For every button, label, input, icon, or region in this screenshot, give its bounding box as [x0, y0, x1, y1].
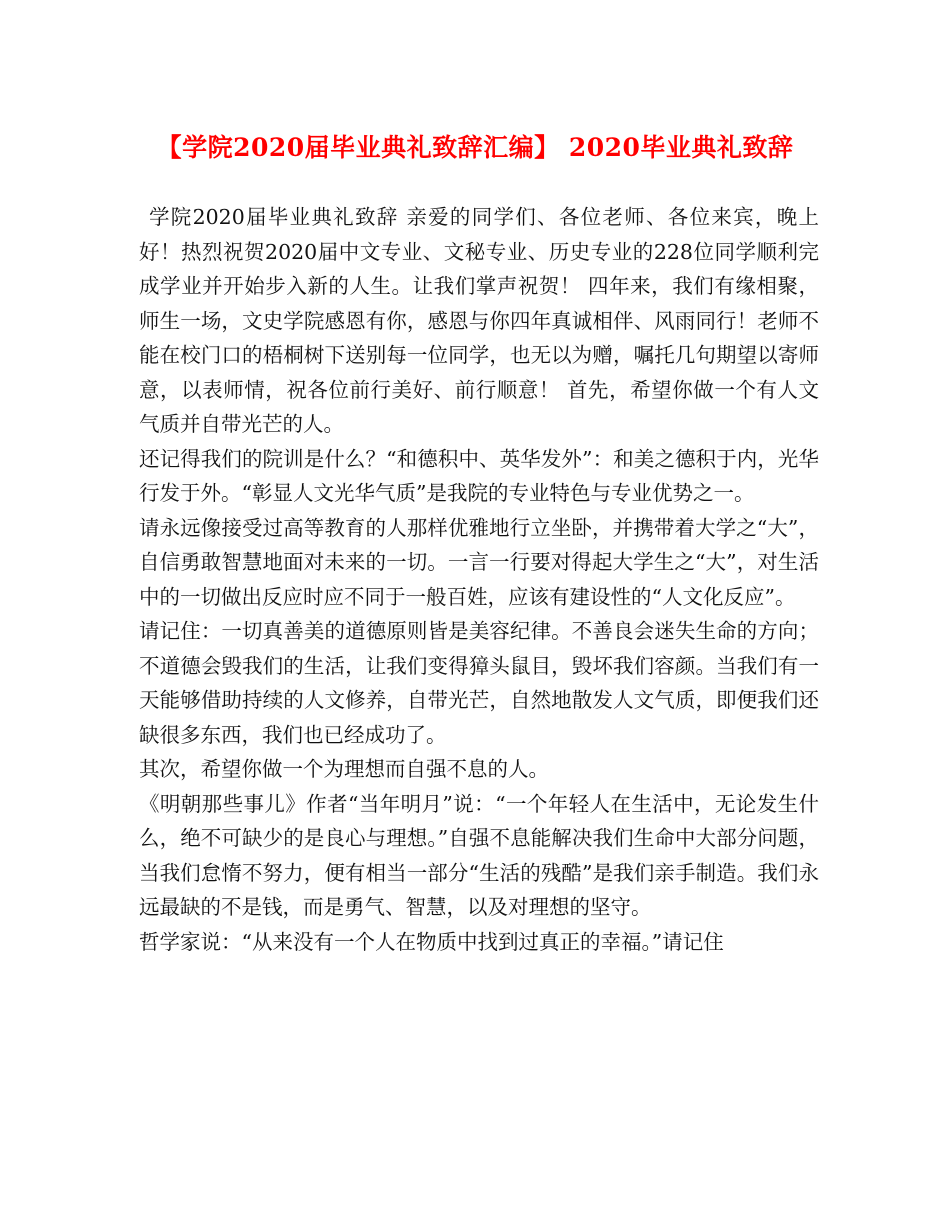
paragraph-second-hope: 其次，希望你做一个为理想而自强不息的人。	[139, 757, 549, 781]
paragraph-ideals: 《明朝那些事儿》作者“当年明月”说：“一个年轻人在生活中，无论发生什么，绝不可缺少的是良心与理想。”自强不息能解决我们生命中大部分问题，当我们怠惰不努力，便有相当一部分“生活的残酷”是我们亲手制造。我们永远最缺的不是钱，而是勇气、智慧，以及对理想的坚守。	[139, 791, 819, 919]
paragraph-philosopher: 哲学家说：“从来没有一个人在物质中找到过真正的幸福。”请记住	[139, 929, 724, 954]
paragraph-opening: 学院2020届毕业典礼致辞 亲爱的同学们、各位老师、各位来宾，晚上好！热烈祝贺2020届中文专业、文秘专业、历史专业的228位同学顺利完成学业并开始步入新的人生。让我们掌声祝贺！ 四年来，我们有缘相聚，师生一场，文史学院感恩有你，感恩与你四年真诚相伴、风雨同行！老师不能在校门口的梧桐树下送别每一位同学，也无以为赠，嘱托几句期望以寄师意，以表师情，祝各位前行美好、前行顺意！ 首先，希望你做一个有人文气质并自带光芒的人。	[139, 205, 819, 436]
document-body	[139, 200, 819, 959]
document-title: 【学院2020届毕业典礼致辞汇编】 2020毕业典礼致辞	[156, 133, 794, 162]
paragraph-elegance: 请永远像接受过高等教育的人那样优雅地行立坐卧，并携带着大学之“大”，自信勇敢智慧地面对未来的一切。一言一行要对得起大学生之“大”，对生活中的一切做出反应时应不同于一般百姓，应该有建设性的“人文化反应”。	[139, 515, 819, 609]
paragraph-motto: 还记得我们的院训是什么？“和德积中、英华发外”：和美之德积于内，光华行发于外。“彰显人文光华气质”是我院的专业特色与专业优势之一。	[139, 446, 819, 505]
paragraph-morality: 请记住：一切真善美的道德原则皆是美容纪律。不善良会迷失生命的方向；不道德会毁我们的生活，让我们变得獐头鼠目，毁坏我们容颜。当我们有一天能够借助持续的人文修养，自带光芒，自然地散发人文气质，即便我们还缺很多东西，我们也已经成功了。	[139, 619, 819, 747]
